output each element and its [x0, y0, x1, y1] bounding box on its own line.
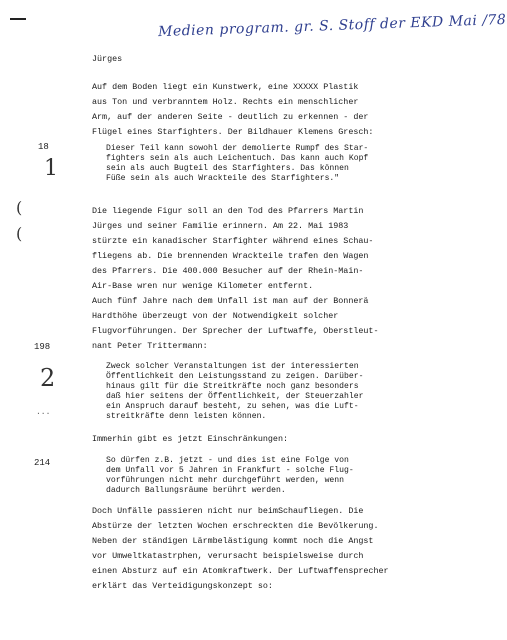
quote2-line-1: Zweck solcher Veranstaltungen ist der interessierten — [106, 362, 359, 371]
quote3-line-2: dem Unfall vor 5 Jahren in Frankfurt - solche Flug- — [106, 466, 354, 475]
quote1-line-1: Dieser Teil kann sowohl der demolierte Rumpf des Star- — [106, 144, 369, 153]
para2-line-1: Die liegende Figur soll an den Tod des Pfarrers Martin — [92, 206, 364, 216]
quote1-line-3: sein als auch Bugteil des Starfighters. Das können — [106, 164, 349, 173]
margin-number-214: 214 — [34, 458, 51, 468]
margin-handwritten-2: 2 — [40, 364, 56, 392]
quote3-line-1: So dürfen z.B. jetzt - und dies ist eine Folge von — [106, 456, 349, 465]
para4-line-3: Neben der ständigen Lärmbelästigung kommt noch die Angst — [92, 536, 374, 546]
para2-line-7: Auch fünf Jahre nach dem Unfall ist man auf der Bonnerä — [92, 296, 369, 306]
para1-line-1: Auf dem Boden liegt ein Kunstwerk, eine XXXXX Plastik — [92, 82, 359, 92]
para2-line-9: Flugvorführungen. Der Sprecher der Luftwaffe, Oberstleut- — [92, 326, 379, 336]
quote2-line-4: daß hier seitens der Öffentlichkeit, der Steuerzahler — [106, 392, 364, 401]
quote2-line-5: ein Anspruch darauf besteht, zu sehen, was die Luft- — [106, 402, 359, 411]
para1-line-2: aus Ton und verbranntem Holz. Rechts ein menschlicher — [92, 97, 359, 107]
para2-line-2: Jürges und seiner Familie erinnern. Am 22. Mai 1983 — [92, 221, 349, 231]
margin-number-198: 198 — [34, 342, 51, 352]
para4-line-5: einen Absturz auf ein Atomkraftwerk. Der Luftwaffensprecher — [92, 566, 389, 576]
para4-line-1: Doch Unfälle passieren nicht nur beimSchaufliegen. Die — [92, 506, 364, 516]
para2-line-5: des Pfarrers. Die 400.000 Besucher auf der Rhein-Main- — [92, 266, 364, 276]
quote2-line-6: streitkräfte denn leisten können. — [106, 412, 267, 421]
quote1-line-4: Füße sein als auch Wrackteile des Starfighters." — [106, 174, 340, 183]
para2-line-4: fliegens ab. Die brennenden Wrackteile trafen den Wagen — [92, 251, 369, 261]
para1-line-3: Arm, auf der anderen Seite - deutlich zu erkennen - der — [92, 112, 369, 122]
quote2-line-2: Öffentlichkeit den Leistungsstand zu zeigen. Darüber- — [106, 372, 364, 381]
para2-line-10: nant Peter Trittermann: — [92, 341, 208, 351]
margin-number-18: 18 — [38, 142, 49, 152]
para3-line: Immerhin gibt es jetzt Einschränkungen: — [92, 434, 289, 444]
margin-dots: ... — [36, 408, 51, 417]
margin-handwritten-1: 1 — [44, 156, 58, 181]
top-dash-mark — [10, 18, 26, 20]
quote3-line-3: vorführungen nicht mehr durchgeführt werden, wenn — [106, 476, 344, 485]
handwritten-note: Medien program. gr. S. Stoff der EKD Mai /78 — [157, 11, 507, 41]
quote3-line-4: dadurch Ballungsräume berührt werden. — [106, 486, 286, 495]
para2-line-3: stürzte ein kanadischer Starfighter während eines Schau- — [92, 236, 374, 246]
para1-line-4: Flügel eines Starfighters. Der Bildhauer Klemens Gresch: — [92, 127, 374, 137]
quote2-line-3: hinaus gilt für die Streitkräfte noch ganz besonders — [106, 382, 359, 391]
para4-line-6: erklärt das Verteidigungskonzept so: — [92, 581, 273, 591]
para4-line-2: Abstürze der letzten Wochen erschreckten die Bevölkerung. — [92, 521, 379, 531]
para2-line-6: Air-Base wren nur wenige Kilometer entfernt. — [92, 281, 314, 291]
margin-paren-1: ( — [16, 198, 23, 217]
quote1-line-2: fighters sein als auch Leichentuch. Das kann auch Kopf — [106, 154, 369, 163]
header-name: Jürges — [92, 54, 123, 64]
margin-paren-2: ( — [16, 224, 23, 243]
para4-line-4: vor Umweltkatastrphen, verursacht beispielsweise durch — [92, 551, 364, 561]
para2-line-8: Hardthöhe überzeugt von der Notwendigkeit solcher — [92, 311, 339, 321]
